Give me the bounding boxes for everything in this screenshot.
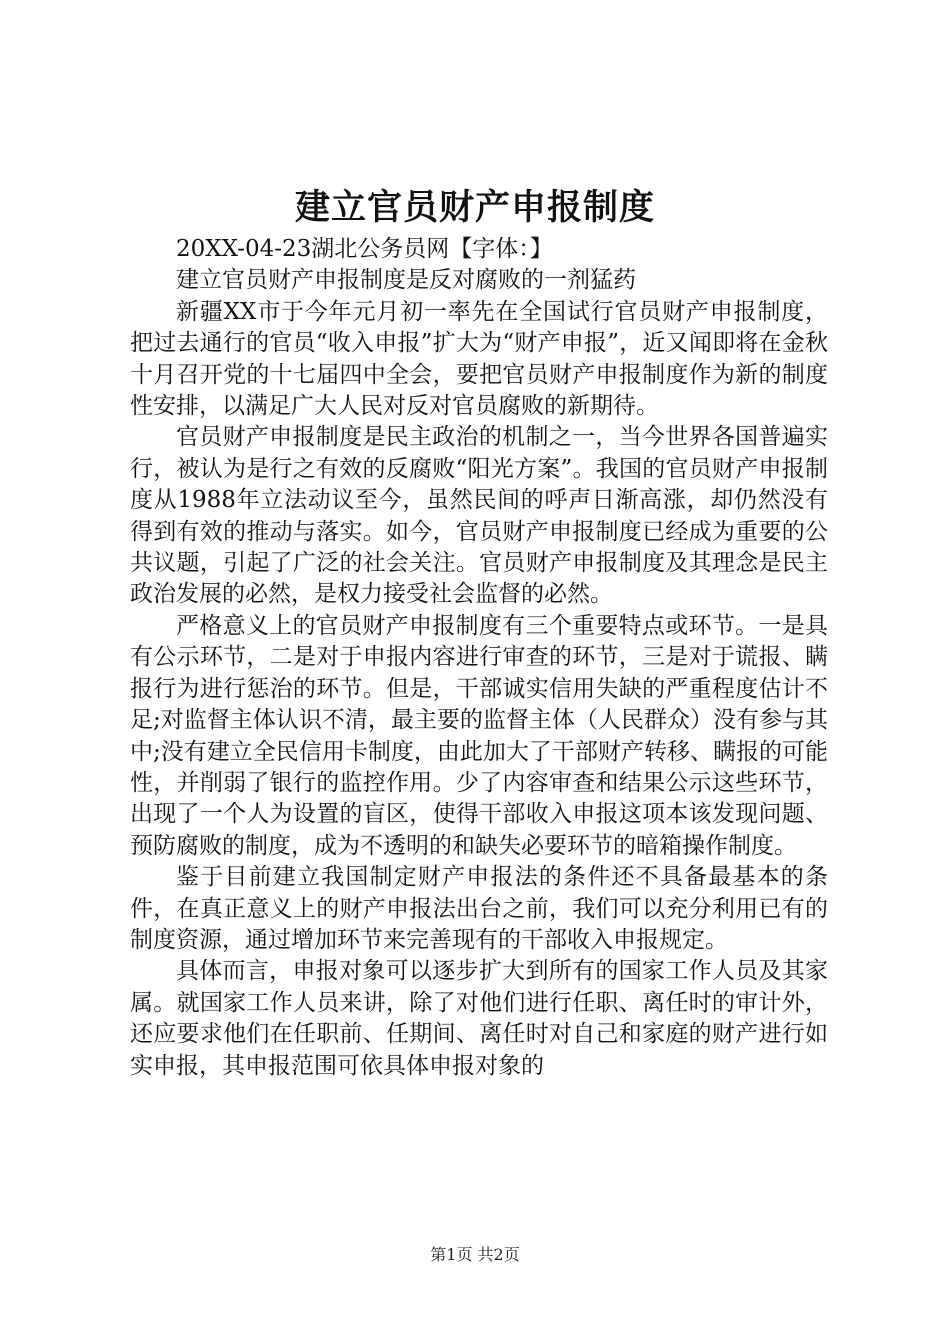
meta-line: 20XX-04-23湖北公务员网【字体：】: [176, 236, 553, 262]
paragraph-3: 严格意义上的官员财产申报制度有三个重要特点或环节。一是具有公示环节，二是对于申报内容进行审查的环节，三是对于谎报、瞒报行为进行惩治的环节。但是，干部诚实信用失缺的严重程度估计不足;对监督主体认识不清，最主要的监督主体（人民群众）没有参与其中;没有建立全民信用卡制度，由此加大了干部财产转移、瞒报的可能性，并削弱了银行的监控作用。少了内容审查和结果公示这些环节，出现了一个人为设置的盲区，使得干部收入申报这项本该发现问题、预防腐败的制度，成为不透明的和缺失必要环节的暗箱操作制度。: [130, 612, 828, 859]
document-subtitle: 建立官员财产申报制度是反对腐败的一剂猛药: [176, 267, 636, 294]
paragraph-2: 官员财产申报制度是民主政治的机制之一，当今世界各国普遍实行，被认为是行之有效的反腐败“阳光方案”。我国的官员财产申报制度从1988年立法动议至今，虽然民间的呼声日渐高涨，却仍然没有得到有效的推动与落实。如今，官员财产申报制度已经成为重要的公共议题，引起了广泛的社会关注。官员财产申报制度及其理念是民主政治发展的必然，是权力接受社会监督的必然。: [130, 424, 828, 608]
document-body: [130, 234, 828, 1082]
page-footer: 第1页 共2页: [430, 1245, 520, 1264]
paragraph-5: 具体而言，申报对象可以逐步扩大到所有的国家工作人员及其家属。就国家工作人员来讲，除了对他们进行任职、离任时的审计外，还应要求他们在任职前、任期间、离任时对自己和家庭的财产进行如实申报，其申报范围可依具体申报对象的: [130, 958, 828, 1079]
document-title: 建立官员财产申报制度: [294, 187, 655, 228]
paragraph-4: 鉴于目前建立我国制定财产申报法的条件还不具备最基本的条件，在真正意义上的财产申报法出台之前，我们可以充分利用已有的制度资源，通过增加环节来完善现有的干部收入申报规定。: [130, 864, 828, 953]
paragraph-1: 新疆XX市于今年元月初一率先在全国试行官员财产申报制度，把过去通行的官员“收入申报”扩大为“财产申报”，近又闻即将在金秋十月召开党的十七届四中全会，要把官员财产申报制度作为新的制度性安排，以满足广大人民对反对官员腐败的新期待。: [130, 298, 828, 420]
